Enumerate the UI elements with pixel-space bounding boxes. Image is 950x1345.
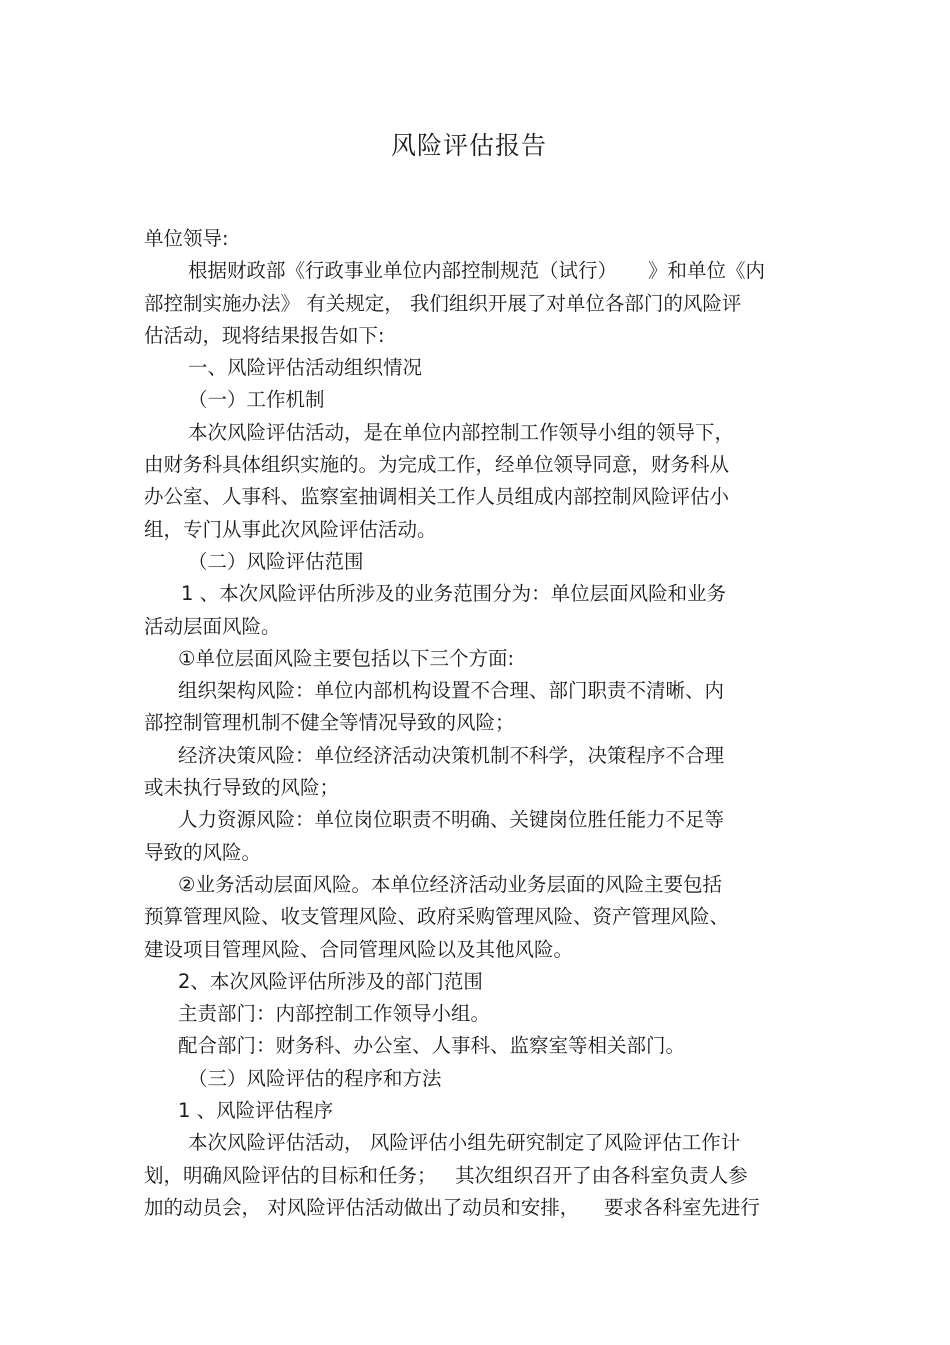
text-line: 根据财政部《行政事业单位内部控制规范（试行） 》和单位《内 (188, 259, 765, 283)
text-line: 组织架构风险：单位内部机构设置不合理、部门职责不清晰、内 (178, 679, 725, 703)
text-line: 2、本次风险评估所涉及的部门范围 (178, 969, 483, 993)
text-line: ①单位层面风险主要包括以下三个方面: (178, 646, 515, 670)
text-line: 本次风险评估活动， 风险评估小组先研究制定了风险评估工作计 (188, 1131, 741, 1155)
text-line: 建设项目管理风险、合同管理风险以及其他风险。 (144, 937, 574, 961)
text-line: 划，明确风险评估的目标和任务； 其次组织召开了由各科室负责人参 (144, 1163, 748, 1187)
text-line: 部控制实施办法》 有关规定， 我们组织开展了对单位各部门的风险评 (144, 291, 742, 315)
document-body (144, 223, 804, 1224)
text-line: 办公室、人事科、监察室抽调相关工作人员组成内部控制风险评估小 (144, 485, 730, 509)
text-line: （三）风险评估的程序和方法 (188, 1066, 442, 1090)
document-title: 风险评估报告 (390, 131, 547, 160)
text-line: 单位领导: (144, 227, 229, 250)
text-line: 一、风险评估活动组织情况 (188, 356, 423, 380)
text-line: 预算管理风险、收支管理风险、政府采购管理风险、资产管理风险、 (144, 905, 730, 929)
text-line: 由财务科具体组织实施的。为完成工作，经单位领导同意，财务科从 (144, 453, 730, 477)
text-line: 经济决策风险：单位经济活动决策机制不科学，决策程序不合理 (178, 743, 725, 767)
text-line: 估活动，现将结果报告如下: (144, 323, 385, 347)
text-line: 或未执行导致的风险； (144, 776, 340, 800)
text-line: 导致的风险。 (144, 840, 262, 864)
text-line: 加的动员会， 对风险评估活动做出了动员和安排， 要求各科室先进行 (144, 1195, 760, 1219)
text-line: 本次风险评估活动，是在单位内部控制工作领导小组的领导下， (188, 420, 735, 444)
text-line: 部控制管理机制不健全等情况导致的风险； (144, 711, 515, 735)
text-line: 配合部门：财务科、办公室、人事科、监察室等相关部门。 (178, 1034, 686, 1058)
text-line: ②业务活动层面风险。本单位经济活动业务层面的风险主要包括 (178, 872, 722, 896)
text-line: 组，专门从事此次风险评估活动。 (144, 517, 437, 541)
text-line: 主责部门：内部控制工作领导小组。 (178, 1002, 491, 1026)
text-line: （二）风险评估范围 (188, 549, 364, 573)
text-line: 活动层面风险。 (144, 614, 281, 638)
text-line: 1 、风险评估程序 (178, 1099, 334, 1123)
text-line: （一）工作机制 (188, 388, 325, 412)
text-line: 1 、本次风险评估所涉及的业务范围分为：单位层面风险和业务 (181, 582, 727, 606)
text-line: 人力资源风险：单位岗位职责不明确、关键岗位胜任能力不足等 (178, 808, 725, 832)
